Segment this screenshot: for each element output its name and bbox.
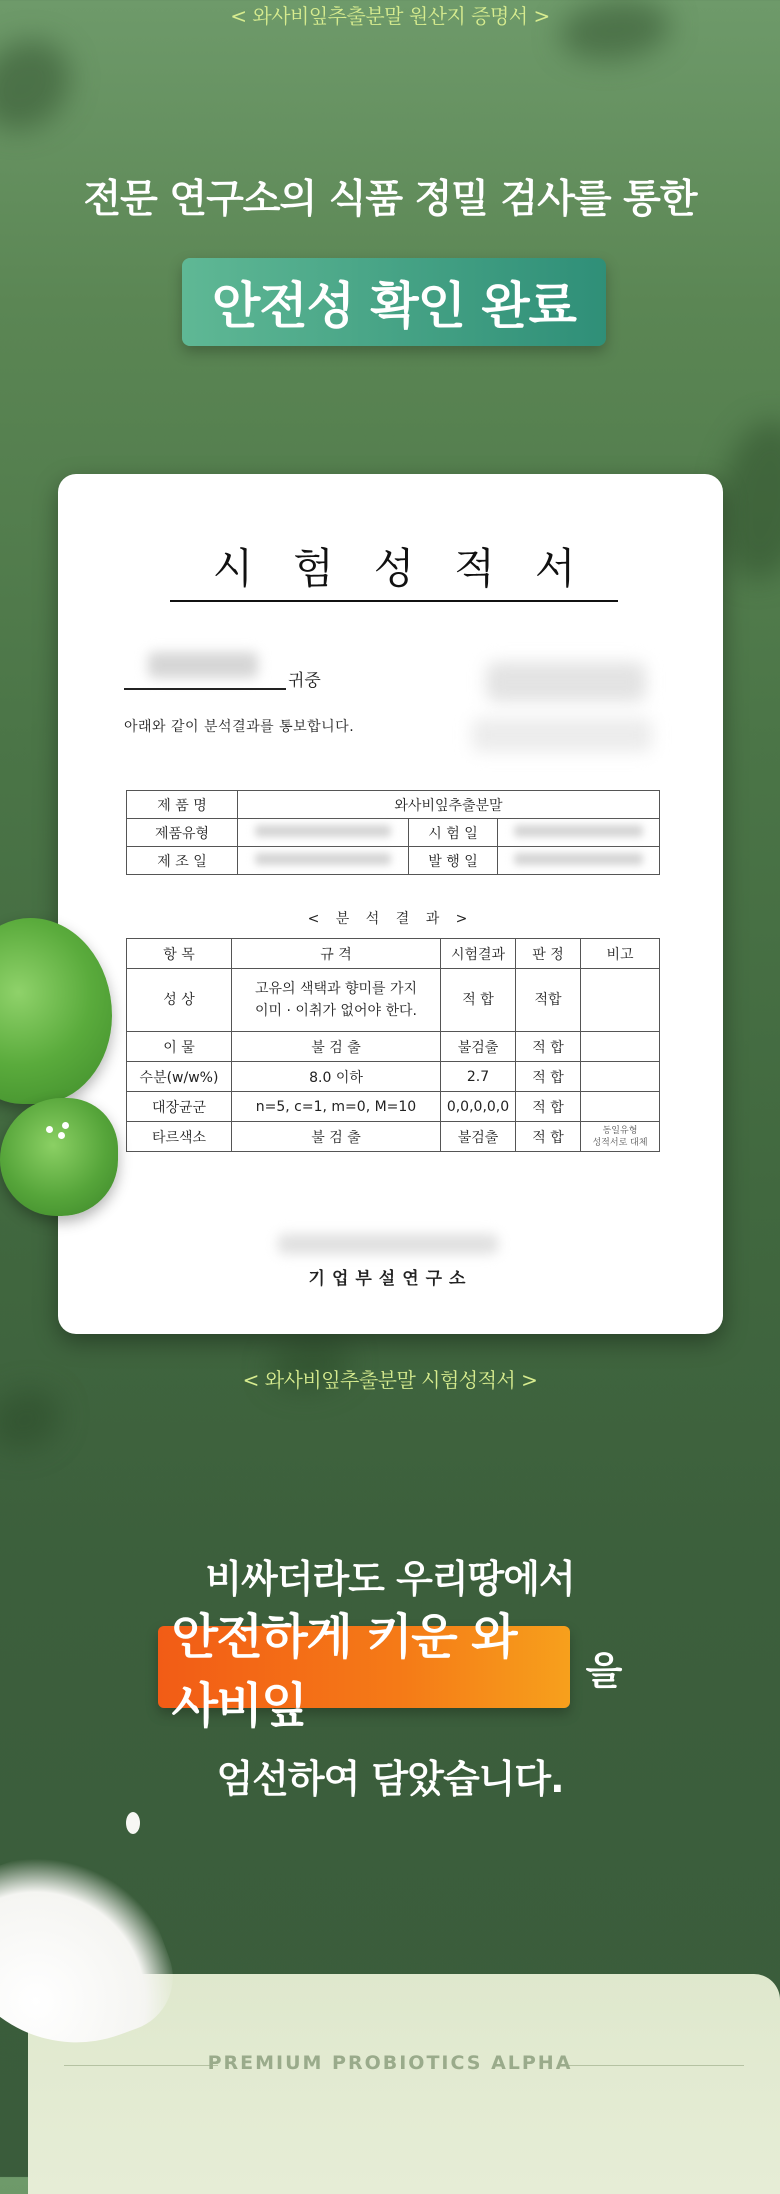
brand-name: PREMIUM PROBIOTICS ALPHA [207,2052,573,2074]
row-spec-line: 고유의 색택과 향미를 가지 [254,981,418,997]
row-note-line: 성적서로 대체 [592,1137,648,1148]
background-leaf-shape [0,40,70,130]
row-item: 타르색소 [127,1122,232,1152]
milk-drop-image [126,1812,140,1834]
table-row [127,969,660,1032]
table-row [127,1092,660,1122]
issuer-logo-redacted [486,662,646,702]
row-spec: 불 검 출 [232,1032,441,1062]
message-highlight-row [0,1609,780,1734]
product-name-label: 제 품 명 [127,791,238,819]
product-type-redacted [238,819,409,847]
background-leaf-shape [720,420,780,580]
message-line-1: 비싸더라도 우리땅에서 [205,1557,575,1601]
header-item: 항 목 [127,939,232,969]
lab-company-redacted [278,1234,498,1254]
row-item: 대장균군 [127,1092,232,1122]
row-note [581,1092,660,1122]
row-judgment: 적 합 [516,1032,581,1062]
row-result: 2.7 [441,1062,516,1092]
test-date-redacted [498,819,660,847]
document-notice: 아래와 같이 분석결과를 통보합니다. [124,719,355,735]
row-judgment: 적 합 [516,1062,581,1092]
document-title: 시험성적서 [170,536,618,602]
test-report-document [58,474,723,1334]
row-item: 수분(w/w%) [127,1062,232,1092]
wasabi-flower-icon [62,1122,69,1129]
row-spec: 8.0 이하 [232,1062,441,1092]
wasabi-flower-icon [58,1132,65,1139]
row-judgment: 적 합 [516,1092,581,1122]
wasabi-leaf-flower-image [0,1098,118,1216]
product-name-value: 와사비잎추출분말 [238,791,660,819]
product-type-label: 제품유형 [127,819,238,847]
manufacture-date-redacted [238,847,409,875]
table-row [127,1032,660,1062]
test-report-caption: < 와사비잎추출분말 시험성적서 > [242,1368,538,1392]
header-note: 비고 [581,939,660,969]
row-result: 적 합 [441,969,516,1032]
origin-certificate-caption: < 와사비잎추출분말 원산지 증명서 > [230,4,550,28]
row-item: 성 상 [127,969,232,1032]
row-result: 불검출 [441,1122,516,1152]
row-note [581,1062,660,1092]
row-judgment: 적합 [516,969,581,1032]
lab-name: 기업부설연구소 [308,1269,473,1289]
row-note [581,1122,660,1152]
manufacture-date-label: 제 조 일 [127,847,238,875]
row-spec [232,969,441,1032]
issuer-stamp-redacted [472,718,652,752]
issue-date-redacted [498,847,660,875]
row-judgment: 적 합 [516,1122,581,1152]
row-note-line: 동일유형 [602,1125,638,1136]
row-result: 0,0,0,0,0 [441,1092,516,1122]
message-line-3: 엄선하여 담았습니다. [216,1757,564,1801]
row-note [581,1032,660,1062]
recipient-underline [124,688,286,690]
row-note [581,969,660,1032]
row-spec-line: 이미 · 이취가 없어야 한다. [255,1003,417,1019]
background-leaf-shape [0,1390,60,1450]
table-row [127,1122,660,1152]
message-particle: 을 [585,1648,623,1693]
product-info-table [126,790,660,875]
recipient-name-redacted [148,652,258,678]
row-result: 불검출 [441,1032,516,1062]
header-result: 시험결과 [441,939,516,969]
header-judgment: 판 정 [516,939,581,969]
row-item: 이 물 [127,1032,232,1062]
safe-wasabi-highlight-badge: 안전하게 키운 와사비잎 [158,1626,570,1708]
test-date-label: 시 험 일 [409,819,498,847]
row-spec: n=5, c=1, m=0, M=10 [232,1092,441,1122]
row-spec: 불 검 출 [232,1122,441,1152]
hero-headline: 전문 연구소의 식품 정밀 검사를 통한 [83,177,697,222]
wasabi-flower-icon [46,1126,53,1133]
issue-date-label: 발 행 일 [409,847,498,875]
header-spec: 규 격 [232,939,441,969]
analysis-results-table [126,938,660,1152]
table-row [127,1062,660,1092]
recipient-suffix: 귀중 [288,671,321,691]
results-heading: < 분 석 결 과 > [307,911,474,927]
safety-confirmed-badge: 안전성 확인 완료 [182,258,606,346]
